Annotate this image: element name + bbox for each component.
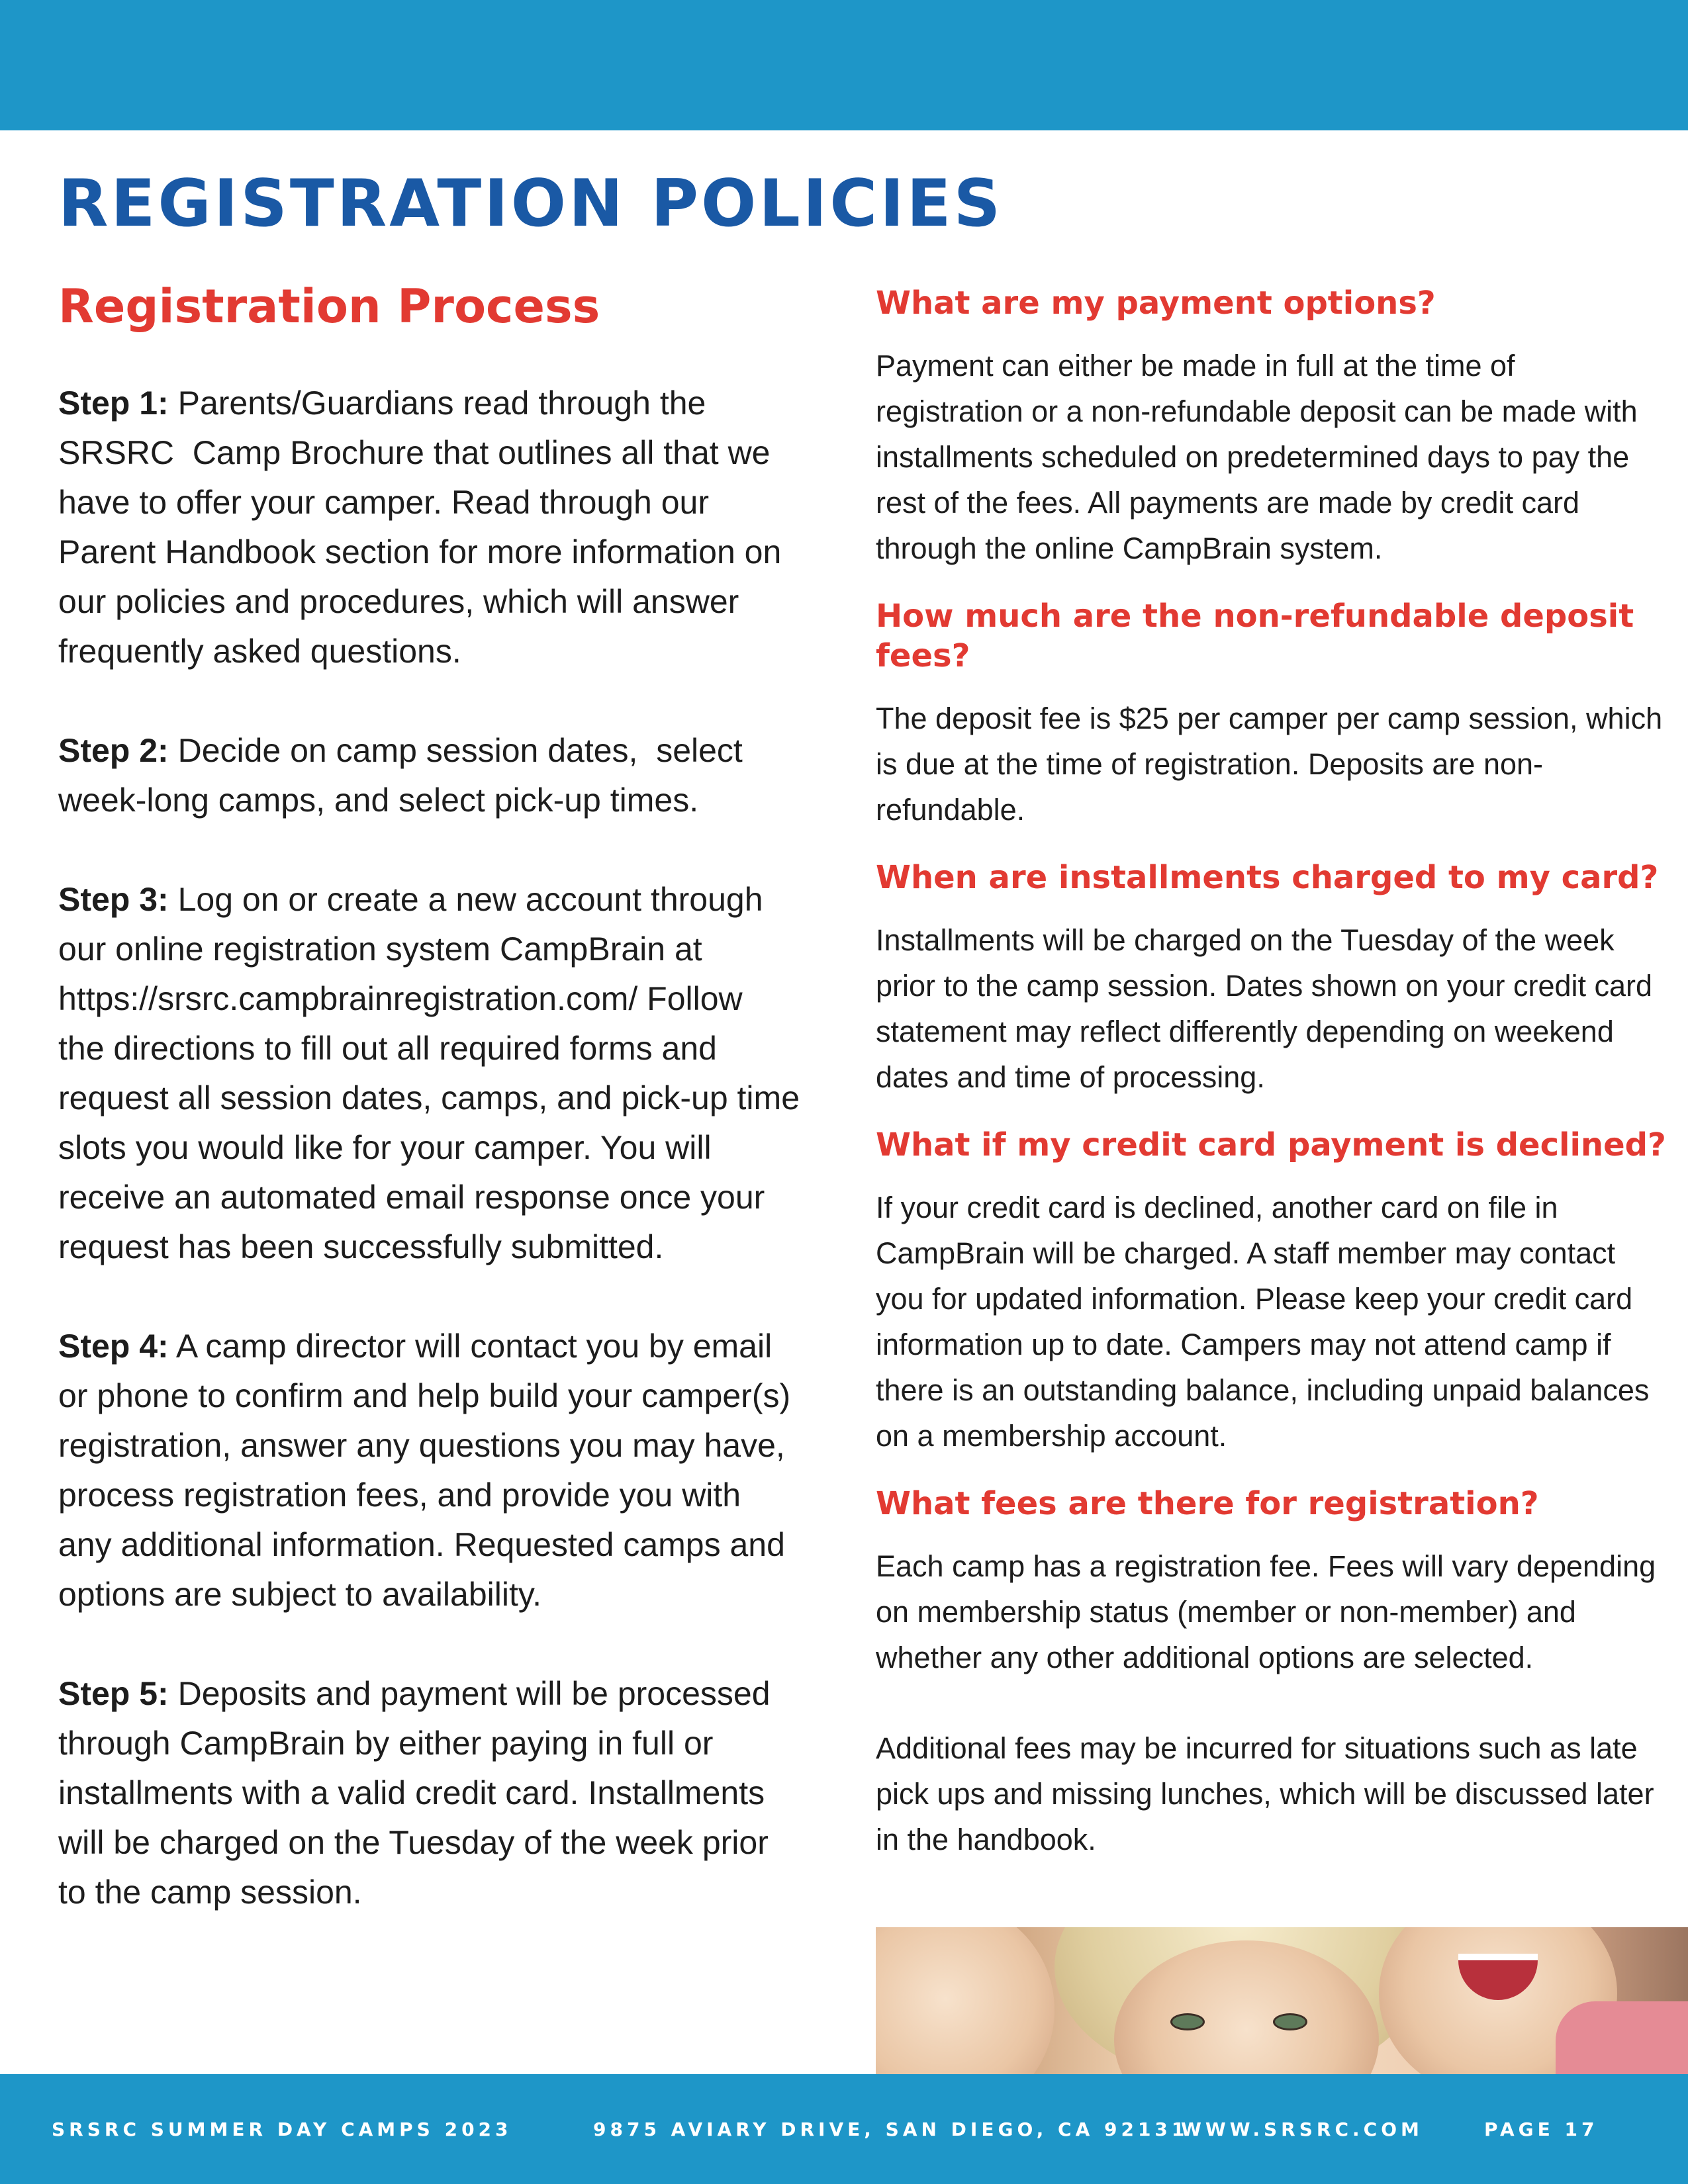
faq-answer-registration-fees: Each camp has a registration fee. Fees will vary depending on membership status (member or non-member) and whether any other additional options are selected. xyxy=(876,1549,1656,1674)
faq-question-declined: What if my credit card payment is declined? xyxy=(876,1126,1666,1163)
registration-process-section xyxy=(58,278,809,1967)
faq-answer-deposit-fees: The deposit fee is $25 per camper per camp session, which is due at the time of registration. Deposits are non-refundable. xyxy=(876,702,1663,827)
step-5 xyxy=(58,1669,800,1917)
step-2 xyxy=(58,726,800,825)
step-3 xyxy=(58,875,809,1272)
step-label: Step 1: xyxy=(58,384,169,422)
faq-answer-additional-fees: Additional fees may be incurred for situations such as late pick ups and missing lunches, which will be discussed later in the handbook. xyxy=(876,1731,1654,1856)
section-title: Registration Process xyxy=(58,279,600,334)
left-child-face xyxy=(876,1927,1055,2074)
step-text: Deposits and payment will be processed through CampBrain by either paying in full or installments with a valid credit card. Installments will be charged on the Tuesday of the week prior to the camp session. xyxy=(58,1674,780,1911)
eye xyxy=(1170,2013,1205,2030)
step-1 xyxy=(58,379,800,676)
faq-question-payment-options: What are my payment options? xyxy=(876,285,1436,322)
step-text: Decide on camp session dates, select week-long camps, and select pick-up times. xyxy=(58,731,752,819)
faq-section xyxy=(876,283,1670,1888)
step-text: Log on or create a new account through our online registration system CampBrain at https://srsrc.campbrainregistration.com/ Follow the directions to fill out all required forms and request all session dates, camps, and pick-up time slots you would like for your camper. You will receive an automated email response once your request has been successfully submitted. xyxy=(58,880,809,1265)
step-label: Step 2: xyxy=(58,731,169,769)
step-label: Step 4: xyxy=(58,1327,169,1365)
footer-org: SRSRC SUMMER DAY CAMPS 2023 xyxy=(52,2118,512,2140)
step-label: Step 3: xyxy=(58,880,169,918)
faq-answer-payment-options: Payment can either be made in full at the time of registration or a non-refundable deposit can be made with installments scheduled on predetermined days to pay the rest of the fees. All payments are made by credit card through the online CampBrain system. xyxy=(876,349,1638,565)
campers-photo xyxy=(876,1927,1688,2074)
eye xyxy=(1273,2013,1307,2030)
faq-question-deposit-fees: How much are the non-refundable deposit fees? xyxy=(876,598,1634,674)
pink-clothing xyxy=(1556,2001,1688,2074)
step-4 xyxy=(58,1322,800,1619)
footer-page-number: PAGE 17 xyxy=(1484,2118,1599,2140)
step-text: Parents/Guardians read through the SRSRC Camp Brochure that outlines all that we have to offer your camper. Read through our Parent Handbook section for more information on our policies and procedures, which will answer frequently asked questions. xyxy=(58,384,791,670)
step-label: Step 5: xyxy=(58,1674,169,1712)
top-color-band xyxy=(0,0,1688,130)
page-title: REGISTRATION POLICIES xyxy=(58,166,1004,242)
footer-address: 9875 AVIARY DRIVE, SAN DIEGO, CA 92131 xyxy=(593,2118,1189,2140)
footer-bar xyxy=(0,2074,1688,2184)
faq-answer-installments: Installments will be charged on the Tuesday of the week prior to the camp session. Dates shown on your credit card statement may reflect differently depending on weekend dates and time of processing. xyxy=(876,923,1653,1094)
step-text: A camp director will contact you by email or phone to confirm and help build your camper(s) registration, answer any questions you may have, process registration fees, and provide you with any additional information. Requested camps and options are subject to availability. xyxy=(58,1327,800,1613)
faq-question-installments: When are installments charged to my card? xyxy=(876,859,1659,896)
faq-answer-declined: If your credit card is declined, another card on file in CampBrain will be charged. A staff member may contact you for updated information. Please keep your credit card information up to date. Campers may not attend camp if there is an outstanding balance, including unpaid balances on a membership account. xyxy=(876,1191,1650,1453)
footer-website: WWW.SRSRC.COM xyxy=(1181,2118,1423,2140)
faq-question-registration-fees: What fees are there for registration? xyxy=(876,1485,1539,1522)
